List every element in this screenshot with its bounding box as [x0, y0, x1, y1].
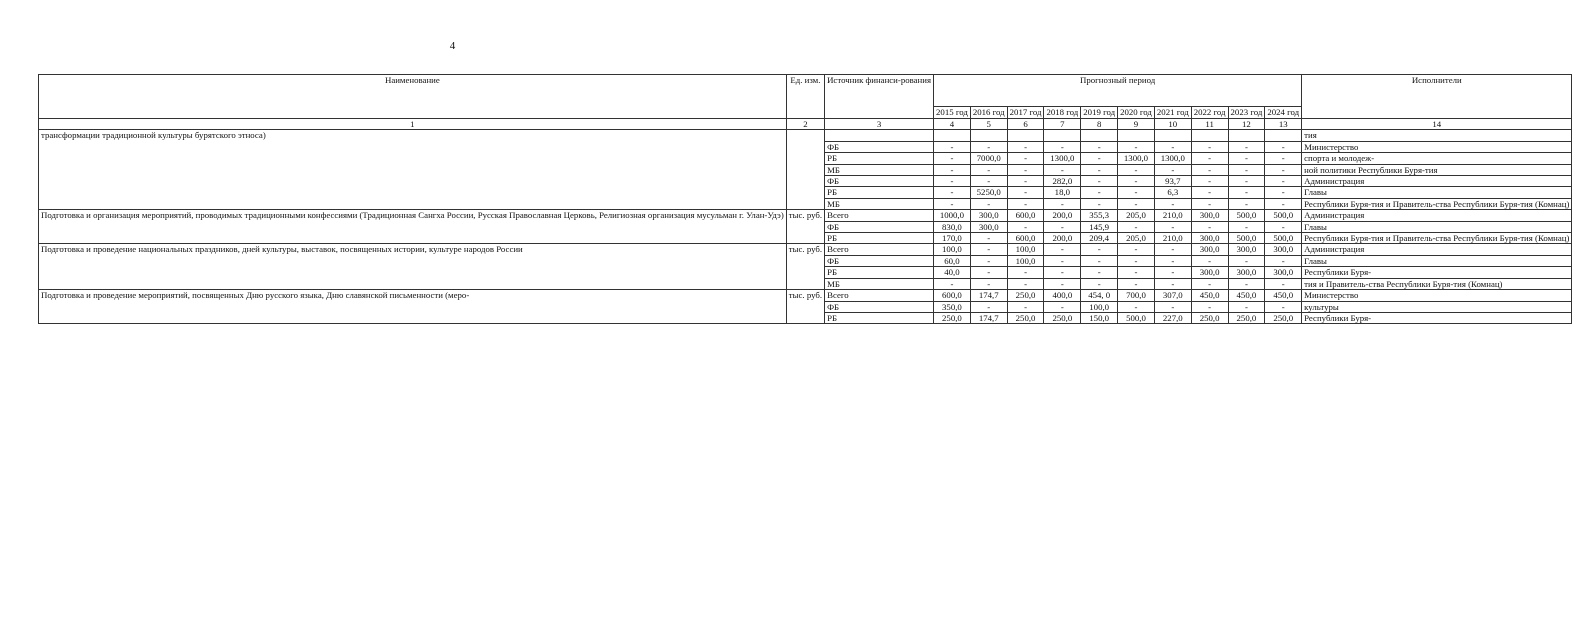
value-cell: - [1228, 255, 1265, 266]
value-cell: - [1007, 301, 1044, 312]
value-cell: - [1044, 301, 1081, 312]
value-cell [1007, 130, 1044, 141]
value-cell: - [970, 267, 1007, 278]
value-cell: - [970, 233, 1007, 244]
header-executors: Исполнители [1302, 75, 1572, 119]
table-row [39, 290, 1572, 301]
value-cell: - [1081, 176, 1118, 187]
value-cell: 600,0 [934, 290, 971, 301]
value-cell: 100,0 [934, 244, 971, 255]
value-cell: - [1154, 278, 1191, 289]
value-cell: 174,7 [970, 290, 1007, 301]
value-cell: - [970, 301, 1007, 312]
value-cell: 300,0 [1228, 244, 1265, 255]
value-cell: - [970, 141, 1007, 152]
value-cell: - [1191, 187, 1228, 198]
value-cell: - [1044, 244, 1081, 255]
header-name: Наименование [39, 75, 787, 119]
column-number: 6 [1007, 119, 1044, 130]
row-unit: тыс. руб. [786, 290, 824, 324]
header-year: 2018 год [1044, 107, 1081, 119]
value-cell: 170,0 [934, 233, 971, 244]
column-number: 10 [1154, 119, 1191, 130]
table-row [39, 210, 1572, 221]
value-cell [1044, 130, 1081, 141]
value-cell: 450,0 [1228, 290, 1265, 301]
value-cell: - [1081, 141, 1118, 152]
page-number: 4 [449, 40, 456, 52]
value-cell [1154, 130, 1191, 141]
value-cell: 100,0 [1007, 244, 1044, 255]
value-cell: - [1228, 164, 1265, 175]
row-source: РБ [825, 153, 934, 164]
value-cell: - [1191, 278, 1228, 289]
value-cell: 450,0 [1265, 290, 1302, 301]
value-cell [1191, 130, 1228, 141]
value-cell: - [1265, 176, 1302, 187]
value-cell: - [1081, 164, 1118, 175]
row-source: ФБ [825, 141, 934, 152]
value-cell [970, 130, 1007, 141]
value-cell: - [1044, 255, 1081, 266]
row-executor: Министерство [1302, 290, 1572, 301]
value-cell: - [1081, 153, 1118, 164]
row-source: МБ [825, 164, 934, 175]
value-cell: - [1007, 176, 1044, 187]
row-executor: ной политики Республики Буря-тия [1302, 164, 1572, 175]
value-cell: - [1118, 244, 1155, 255]
value-cell: - [1081, 255, 1118, 266]
value-cell: - [1228, 278, 1265, 289]
value-cell: 18,0 [1044, 187, 1081, 198]
value-cell: - [1228, 301, 1265, 312]
value-cell: 300,0 [1191, 244, 1228, 255]
value-cell: 210,0 [1154, 233, 1191, 244]
value-cell: 300,0 [1265, 244, 1302, 255]
value-cell: 500,0 [1228, 210, 1265, 221]
value-cell: - [1191, 221, 1228, 232]
value-cell: - [1081, 198, 1118, 209]
value-cell: - [1044, 278, 1081, 289]
value-cell: - [1118, 198, 1155, 209]
value-cell: - [1228, 187, 1265, 198]
header-year: 2021 год [1154, 107, 1191, 119]
value-cell: - [1007, 153, 1044, 164]
column-number: 8 [1081, 119, 1118, 130]
value-cell: 1300,0 [1044, 153, 1081, 164]
value-cell: - [1154, 198, 1191, 209]
value-cell: 227,0 [1154, 312, 1191, 323]
row-unit: тыс. руб. [786, 244, 824, 290]
column-number: 5 [970, 119, 1007, 130]
value-cell: - [1154, 301, 1191, 312]
value-cell: - [1044, 267, 1081, 278]
value-cell: 5250,0 [970, 187, 1007, 198]
value-cell: 250,0 [1265, 312, 1302, 323]
value-cell: - [934, 176, 971, 187]
row-executor: Республики Буря-тия и Правитель-ства Республики Буря-тия (Комнац) [1302, 233, 1572, 244]
value-cell: - [1118, 164, 1155, 175]
header-year: 2015 год [934, 107, 971, 119]
header-unit: Ед. изм. [786, 75, 824, 119]
value-cell: 40,0 [934, 267, 971, 278]
column-number: 12 [1228, 119, 1265, 130]
value-cell: - [1007, 267, 1044, 278]
value-cell: - [1007, 278, 1044, 289]
value-cell: 600,0 [1007, 233, 1044, 244]
row-unit: тыс. руб. [786, 210, 824, 244]
row-executor: тия и Правитель-ства Республики Буря-тия (Комнац) [1302, 278, 1572, 289]
value-cell: 300,0 [1191, 233, 1228, 244]
row-source: ФБ [825, 221, 934, 232]
table-row [39, 244, 1572, 255]
value-cell: - [1191, 164, 1228, 175]
row-executor: Главы [1302, 187, 1572, 198]
row-source: МБ [825, 278, 934, 289]
value-cell: - [1118, 301, 1155, 312]
value-cell: - [1081, 267, 1118, 278]
value-cell: - [1265, 301, 1302, 312]
column-number: 14 [1302, 119, 1572, 130]
value-cell: - [1118, 141, 1155, 152]
value-cell: - [1228, 221, 1265, 232]
value-cell: - [1191, 153, 1228, 164]
header-year: 2017 год [1007, 107, 1044, 119]
row-source: РБ [825, 187, 934, 198]
row-unit [786, 130, 824, 210]
value-cell: 300,0 [1191, 210, 1228, 221]
row-executor: Республики Буря- [1302, 312, 1572, 323]
value-cell: - [1191, 141, 1228, 152]
value-cell: 145,9 [1081, 221, 1118, 232]
row-source: РБ [825, 312, 934, 323]
row-source: ФБ [825, 176, 934, 187]
row-source: МБ [825, 198, 934, 209]
value-cell: 7000,0 [970, 153, 1007, 164]
value-cell: - [1154, 267, 1191, 278]
value-cell: - [970, 176, 1007, 187]
row-source: РБ [825, 267, 934, 278]
value-cell: - [1265, 221, 1302, 232]
value-cell: - [1044, 221, 1081, 232]
value-cell: 500,0 [1265, 210, 1302, 221]
value-cell: 93,7 [1154, 176, 1191, 187]
value-cell: 250,0 [1007, 290, 1044, 301]
value-cell: 355,3 [1081, 210, 1118, 221]
value-cell: 1000,0 [934, 210, 971, 221]
value-cell: - [1118, 255, 1155, 266]
value-cell: - [1265, 187, 1302, 198]
value-cell: 1300,0 [1118, 153, 1155, 164]
column-number: 1 [39, 119, 787, 130]
row-source: ФБ [825, 255, 934, 266]
value-cell: 300,0 [970, 210, 1007, 221]
row-executor: Главы [1302, 221, 1572, 232]
value-cell: 205,0 [1118, 233, 1155, 244]
value-cell: 700,0 [1118, 290, 1155, 301]
value-cell: 300,0 [1228, 267, 1265, 278]
value-cell: - [1191, 198, 1228, 209]
row-executor: Администрация [1302, 244, 1572, 255]
value-cell: - [1228, 176, 1265, 187]
value-cell: - [934, 187, 971, 198]
value-cell: - [1007, 141, 1044, 152]
value-cell: - [1265, 164, 1302, 175]
column-number: 7 [1044, 119, 1081, 130]
header-row [39, 75, 1572, 107]
row-executor: Республики Буря- [1302, 267, 1572, 278]
value-cell: - [1118, 176, 1155, 187]
header-year: 2024 год [1265, 107, 1302, 119]
value-cell: - [970, 244, 1007, 255]
value-cell: 100,0 [1007, 255, 1044, 266]
header-source: Источник финанси-рования [825, 75, 934, 119]
value-cell: - [934, 153, 971, 164]
value-cell: 500,0 [1265, 233, 1302, 244]
value-cell: 210,0 [1154, 210, 1191, 221]
value-cell [1265, 130, 1302, 141]
value-cell [1081, 130, 1118, 141]
row-executor: Администрация [1302, 176, 1572, 187]
value-cell: 500,0 [1228, 233, 1265, 244]
column-number: 9 [1118, 119, 1155, 130]
value-cell: 282,0 [1044, 176, 1081, 187]
value-cell: - [1265, 255, 1302, 266]
value-cell: - [1265, 141, 1302, 152]
value-cell: - [1007, 221, 1044, 232]
header-year: 2023 год [1228, 107, 1265, 119]
value-cell [1228, 130, 1265, 141]
value-cell: - [1118, 278, 1155, 289]
header-period: Прогнозный период [934, 75, 1302, 107]
value-cell: - [1118, 267, 1155, 278]
value-cell: - [1044, 141, 1081, 152]
value-cell: - [1081, 278, 1118, 289]
value-cell: - [970, 164, 1007, 175]
value-cell: - [1191, 301, 1228, 312]
row-executor: Главы [1302, 255, 1572, 266]
column-number: 11 [1191, 119, 1228, 130]
value-cell: 300,0 [1265, 267, 1302, 278]
value-cell: - [1154, 244, 1191, 255]
value-cell: 307,0 [1154, 290, 1191, 301]
row-source: РБ [825, 233, 934, 244]
row-source: ФБ [825, 301, 934, 312]
value-cell: - [1007, 164, 1044, 175]
value-cell: - [934, 164, 971, 175]
header-year: 2019 год [1081, 107, 1118, 119]
value-cell: - [1154, 221, 1191, 232]
value-cell: - [1265, 278, 1302, 289]
value-cell: 174,7 [970, 312, 1007, 323]
value-cell: 500,0 [1118, 312, 1155, 323]
value-cell: 300,0 [970, 221, 1007, 232]
row-source: Всего [825, 210, 934, 221]
value-cell: 454, 0 [1081, 290, 1118, 301]
value-cell: 600,0 [1007, 210, 1044, 221]
value-cell: 205,0 [1118, 210, 1155, 221]
value-cell [1118, 130, 1155, 141]
column-number: 3 [825, 119, 934, 130]
value-cell: 6,3 [1154, 187, 1191, 198]
row-executor: культуры [1302, 301, 1572, 312]
value-cell: - [1007, 198, 1044, 209]
value-cell: 250,0 [934, 312, 971, 323]
value-cell: 300,0 [1191, 267, 1228, 278]
row-name: Подготовка и проведение национальных праздников, дней культуры, выставок, посвященных истории, культуре народов России [39, 244, 787, 290]
value-cell: 60,0 [934, 255, 971, 266]
value-cell: - [970, 255, 1007, 266]
value-cell: 350,0 [934, 301, 971, 312]
value-cell: - [1228, 198, 1265, 209]
row-executor: Республики Буря-тия и Правитель-ства Республики Буря-тия (Комнац) [1302, 198, 1572, 209]
value-cell: 250,0 [1044, 312, 1081, 323]
value-cell: - [1265, 153, 1302, 164]
row-source [825, 130, 934, 141]
row-executor: Администрация [1302, 210, 1572, 221]
value-cell: 150,0 [1081, 312, 1118, 323]
value-cell: - [1154, 164, 1191, 175]
column-number: 4 [934, 119, 971, 130]
value-cell: 450,0 [1191, 290, 1228, 301]
row-name: Подготовка и организация мероприятий, проводимых традиционными конфессиями (Традиционная Сангха России, Русская Православная Церковь, Религиозная организация мусульман г. Улан-Удэ) [39, 210, 787, 244]
value-cell: - [1265, 198, 1302, 209]
value-cell: 209,4 [1081, 233, 1118, 244]
value-cell: - [1007, 187, 1044, 198]
value-cell: 100,0 [1081, 301, 1118, 312]
value-cell: - [1081, 187, 1118, 198]
value-cell: - [934, 141, 971, 152]
table-row [39, 130, 1572, 141]
value-cell: - [970, 198, 1007, 209]
column-number: 13 [1265, 119, 1302, 130]
value-cell: 250,0 [1228, 312, 1265, 323]
row-executor: спорта и молодеж- [1302, 153, 1572, 164]
header-year: 2020 год [1118, 107, 1155, 119]
row-name: трансформации традиционной культуры бурятского этноса) [39, 130, 787, 210]
value-cell: 250,0 [1007, 312, 1044, 323]
value-cell: - [1228, 153, 1265, 164]
value-cell: - [1154, 141, 1191, 152]
value-cell [934, 130, 971, 141]
value-cell: - [1044, 198, 1081, 209]
value-cell: - [934, 278, 971, 289]
column-numbers-row [39, 119, 1572, 130]
value-cell: - [1118, 187, 1155, 198]
value-cell: - [970, 278, 1007, 289]
value-cell: - [1081, 244, 1118, 255]
value-cell: - [1191, 255, 1228, 266]
value-cell: - [1191, 176, 1228, 187]
value-cell: - [1228, 141, 1265, 152]
value-cell: - [934, 198, 971, 209]
row-executor: тия [1302, 130, 1572, 141]
row-source: Всего [825, 244, 934, 255]
forecast-table [38, 74, 1572, 324]
row-name: Подготовка и проведение мероприятий, посвященных Дню русского языка, Дню славянской письменности (меро- [39, 290, 787, 324]
value-cell: 200,0 [1044, 233, 1081, 244]
value-cell: 1300,0 [1154, 153, 1191, 164]
header-year: 2016 год [970, 107, 1007, 119]
row-executor: Министерство [1302, 141, 1572, 152]
value-cell: - [1118, 221, 1155, 232]
column-number: 2 [786, 119, 824, 130]
value-cell: 200,0 [1044, 210, 1081, 221]
row-source: Всего [825, 290, 934, 301]
header-year: 2022 год [1191, 107, 1228, 119]
value-cell: 250,0 [1191, 312, 1228, 323]
value-cell: 400,0 [1044, 290, 1081, 301]
value-cell: - [1154, 255, 1191, 266]
value-cell: - [1044, 164, 1081, 175]
value-cell: 830,0 [934, 221, 971, 232]
